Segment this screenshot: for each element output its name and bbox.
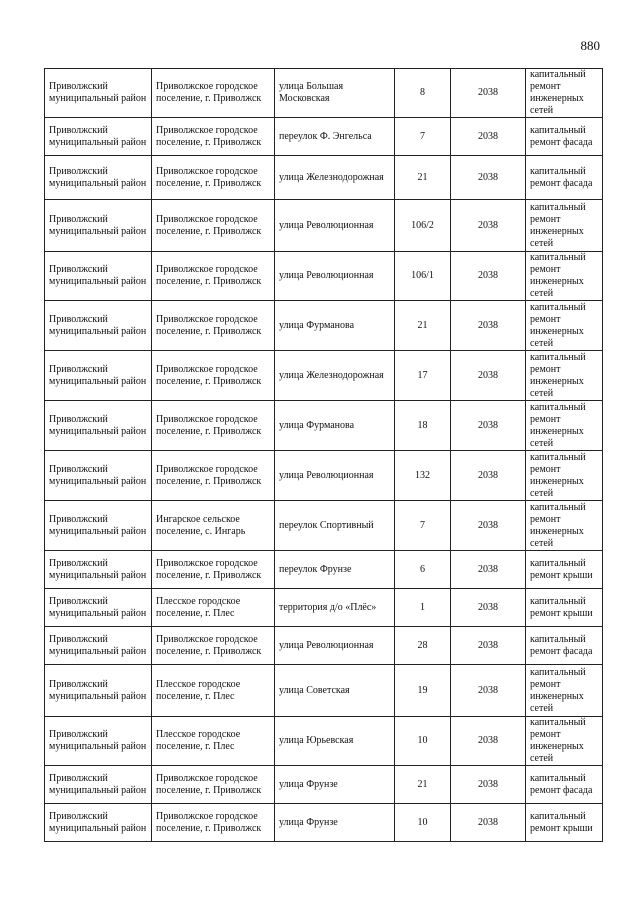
table-row	[45, 118, 603, 156]
house-number-cell: 6	[395, 551, 451, 589]
table-row	[45, 717, 603, 766]
year-cell: 2038	[451, 589, 526, 627]
settlement-cell: Приволжское городское поселение, г. Приволжск	[152, 252, 275, 301]
table-row	[45, 804, 603, 842]
work-type-cell: капитальный ремонт фасада	[526, 627, 603, 665]
settlement-cell: Плесское городское поселение, г. Плес	[152, 665, 275, 717]
district-cell: Приволжский муниципальный район	[45, 252, 152, 301]
year-cell: 2038	[451, 200, 526, 252]
year-cell: 2038	[451, 665, 526, 717]
work-type-cell: капитальный ремонт инженерных сетей	[526, 252, 603, 301]
house-number-cell: 21	[395, 156, 451, 200]
street-cell: переулок Ф. Энгельса	[275, 118, 395, 156]
table-row	[45, 69, 603, 118]
street-cell: улица Фрунзе	[275, 766, 395, 804]
work-type-cell: капитальный ремонт крыши	[526, 804, 603, 842]
district-cell: Приволжский муниципальный район	[45, 766, 152, 804]
district-cell: Приволжский муниципальный район	[45, 200, 152, 252]
table-row	[45, 301, 603, 351]
settlement-cell: Приволжское городское поселение, г. Приволжск	[152, 351, 275, 401]
year-cell: 2038	[451, 156, 526, 200]
table-row	[45, 401, 603, 451]
district-cell: Приволжский муниципальный район	[45, 401, 152, 451]
table-row	[45, 766, 603, 804]
district-cell: Приволжский муниципальный район	[45, 627, 152, 665]
street-cell: переулок Фрунзе	[275, 551, 395, 589]
street-cell: улица Революционная	[275, 252, 395, 301]
work-type-cell: капитальный ремонт инженерных сетей	[526, 717, 603, 766]
year-cell: 2038	[451, 717, 526, 766]
settlement-cell: Приволжское городское поселение, г. Приволжск	[152, 118, 275, 156]
house-number-cell: 10	[395, 804, 451, 842]
settlement-cell: Приволжское городское поселение, г. Приволжск	[152, 69, 275, 118]
table-row	[45, 451, 603, 501]
year-cell: 2038	[451, 252, 526, 301]
street-cell: улица Фурманова	[275, 301, 395, 351]
work-type-cell: капитальный ремонт инженерных сетей	[526, 501, 603, 551]
settlement-cell: Ингарское сельское поселение, с. Ингарь	[152, 501, 275, 551]
year-cell: 2038	[451, 451, 526, 501]
settlement-cell: Приволжское городское поселение, г. Приволжск	[152, 200, 275, 252]
table-row	[45, 589, 603, 627]
street-cell: улица Фурманова	[275, 401, 395, 451]
house-number-cell: 19	[395, 665, 451, 717]
settlement-cell: Приволжское городское поселение, г. Приволжск	[152, 301, 275, 351]
settlement-cell: Плесское городское поселение, г. Плес	[152, 717, 275, 766]
year-cell: 2038	[451, 766, 526, 804]
house-number-cell: 21	[395, 301, 451, 351]
settlement-cell: Приволжское городское поселение, г. Приволжск	[152, 766, 275, 804]
house-number-cell: 106/2	[395, 200, 451, 252]
work-type-cell: капитальный ремонт крыши	[526, 589, 603, 627]
street-cell: улица Советская	[275, 665, 395, 717]
house-number-cell: 1	[395, 589, 451, 627]
street-cell: улица Фрунзе	[275, 804, 395, 842]
work-type-cell: капитальный ремонт фасада	[526, 118, 603, 156]
house-number-cell: 132	[395, 451, 451, 501]
street-cell: улица Железнодорожная	[275, 156, 395, 200]
table-row	[45, 665, 603, 717]
street-cell: улица Революционная	[275, 200, 395, 252]
settlement-cell: Приволжское городское поселение, г. Приволжск	[152, 401, 275, 451]
year-cell: 2038	[451, 69, 526, 118]
street-cell: улица Революционная	[275, 627, 395, 665]
year-cell: 2038	[451, 627, 526, 665]
page-number: 880	[580, 38, 600, 53]
year-cell: 2038	[451, 501, 526, 551]
house-number-cell: 8	[395, 69, 451, 118]
street-cell: улица Юрьевская	[275, 717, 395, 766]
street-cell: территория д/о «Плёс»	[275, 589, 395, 627]
district-cell: Приволжский муниципальный район	[45, 665, 152, 717]
work-type-cell: капитальный ремонт инженерных сетей	[526, 301, 603, 351]
repair-schedule-table	[44, 68, 603, 842]
work-type-cell: капитальный ремонт инженерных сетей	[526, 451, 603, 501]
work-type-cell: капитальный ремонт инженерных сетей	[526, 351, 603, 401]
year-cell: 2038	[451, 301, 526, 351]
street-cell: улица Революционная	[275, 451, 395, 501]
settlement-cell: Приволжское городское поселение, г. Приволжск	[152, 451, 275, 501]
table-row	[45, 252, 603, 301]
district-cell: Приволжский муниципальный район	[45, 451, 152, 501]
house-number-cell: 28	[395, 627, 451, 665]
house-number-cell: 17	[395, 351, 451, 401]
district-cell: Приволжский муниципальный район	[45, 301, 152, 351]
settlement-cell: Приволжское городское поселение, г. Приволжск	[152, 551, 275, 589]
table-row	[45, 551, 603, 589]
settlement-cell: Приволжское городское поселение, г. Приволжск	[152, 804, 275, 842]
work-type-cell: капитальный ремонт инженерных сетей	[526, 69, 603, 118]
house-number-cell: 7	[395, 501, 451, 551]
table-row	[45, 627, 603, 665]
work-type-cell: капитальный ремонт инженерных сетей	[526, 200, 603, 252]
work-type-cell: капитальный ремонт крыши	[526, 551, 603, 589]
district-cell: Приволжский муниципальный район	[45, 551, 152, 589]
year-cell: 2038	[451, 351, 526, 401]
settlement-cell: Приволжское городское поселение, г. Приволжск	[152, 156, 275, 200]
table-row	[45, 200, 603, 252]
district-cell: Приволжский муниципальный район	[45, 717, 152, 766]
work-type-cell: капитальный ремонт фасада	[526, 766, 603, 804]
settlement-cell: Плесское городское поселение, г. Плес	[152, 589, 275, 627]
year-cell: 2038	[451, 804, 526, 842]
work-type-cell: капитальный ремонт инженерных сетей	[526, 401, 603, 451]
district-cell: Приволжский муниципальный район	[45, 118, 152, 156]
table-row	[45, 156, 603, 200]
year-cell: 2038	[451, 401, 526, 451]
house-number-cell: 7	[395, 118, 451, 156]
work-type-cell: капитальный ремонт инженерных сетей	[526, 665, 603, 717]
year-cell: 2038	[451, 118, 526, 156]
table-row	[45, 501, 603, 551]
district-cell: Приволжский муниципальный район	[45, 589, 152, 627]
district-cell: Приволжский муниципальный район	[45, 69, 152, 118]
district-cell: Приволжский муниципальный район	[45, 804, 152, 842]
district-cell: Приволжский муниципальный район	[45, 351, 152, 401]
street-cell: улица Большая Московская	[275, 69, 395, 118]
table-row	[45, 351, 603, 401]
house-number-cell: 10	[395, 717, 451, 766]
street-cell: улица Железнодорожная	[275, 351, 395, 401]
street-cell: переулок Спортивный	[275, 501, 395, 551]
table-body	[45, 69, 603, 842]
district-cell: Приволжский муниципальный район	[45, 156, 152, 200]
house-number-cell: 21	[395, 766, 451, 804]
settlement-cell: Приволжское городское поселение, г. Приволжск	[152, 627, 275, 665]
work-type-cell: капитальный ремонт фасада	[526, 156, 603, 200]
house-number-cell: 106/1	[395, 252, 451, 301]
house-number-cell: 18	[395, 401, 451, 451]
year-cell: 2038	[451, 551, 526, 589]
district-cell: Приволжский муниципальный район	[45, 501, 152, 551]
